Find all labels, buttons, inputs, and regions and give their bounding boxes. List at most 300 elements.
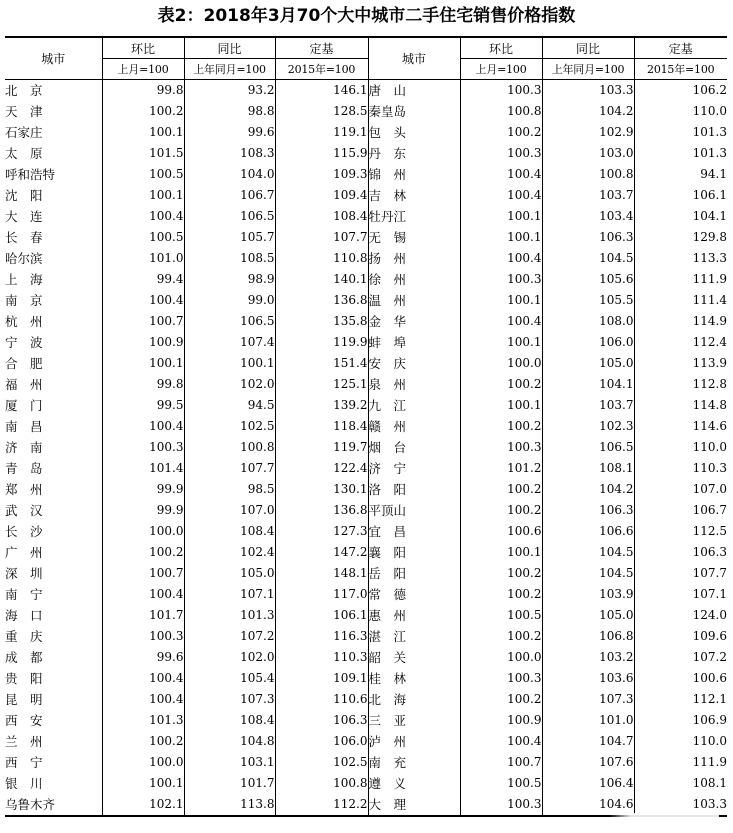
yoy-value-left: 105.0 xyxy=(184,563,275,584)
base-value-right: 107.0 xyxy=(634,479,727,500)
table-row xyxy=(5,437,727,458)
city-name-left: 成 都 xyxy=(5,650,43,665)
mom-value-left: 101.0 xyxy=(102,248,184,269)
table-row xyxy=(5,710,727,731)
table-row xyxy=(5,206,727,227)
header-city-right: 城市 xyxy=(368,37,460,80)
mom-value-right: 100.9 xyxy=(460,710,542,731)
mom-value-right: 100.2 xyxy=(460,500,542,521)
base-value-right: 114.9 xyxy=(634,311,727,332)
base-value-right: 107.7 xyxy=(634,563,727,584)
yoy-value-left: 106.5 xyxy=(184,206,275,227)
city-name-right: 扬 州 xyxy=(368,248,460,269)
base-value-left: 116.3 xyxy=(275,626,368,647)
yoy-value-left: 107.3 xyxy=(184,689,275,710)
base-value-left: 136.8 xyxy=(275,500,368,521)
yoy-value-left: 107.2 xyxy=(184,626,275,647)
yoy-value-right: 106.6 xyxy=(542,521,634,542)
base-value-right: 104.1 xyxy=(634,206,727,227)
yoy-value-right: 103.7 xyxy=(542,185,634,206)
mom-value-right: 100.1 xyxy=(460,542,542,563)
yoy-value-right: 104.5 xyxy=(542,248,634,269)
city-name-right: 洛 阳 xyxy=(368,479,460,500)
mom-value-right: 100.4 xyxy=(460,185,542,206)
city-name-right: 秦皇岛 xyxy=(368,101,460,122)
base-value-left: 151.4 xyxy=(275,353,368,374)
city-name-right: 韶 关 xyxy=(368,647,460,668)
mom-value-left: 100.5 xyxy=(102,164,184,185)
table-row xyxy=(5,164,727,185)
city-name-right: 丹 东 xyxy=(368,143,460,164)
table-row xyxy=(5,668,727,689)
mom-value-left: 99.9 xyxy=(102,479,184,500)
city-name-right: 湛 江 xyxy=(368,626,460,647)
base-value-left: 140.1 xyxy=(275,269,368,290)
base-value-left: 100.8 xyxy=(275,773,368,794)
base-value-left: 110.6 xyxy=(275,689,368,710)
yoy-value-left: 107.0 xyxy=(184,500,275,521)
mom-value-left: 100.4 xyxy=(102,416,184,437)
base-value-left: 148.1 xyxy=(275,563,368,584)
mom-value-right: 100.1 xyxy=(460,332,542,353)
base-value-right: 111.9 xyxy=(634,269,727,290)
yoy-value-right: 103.4 xyxy=(542,206,634,227)
yoy-value-left: 103.1 xyxy=(184,752,275,773)
city-name-right: 三 亚 xyxy=(368,710,460,731)
city-name-left: 沈 阳 xyxy=(5,188,43,203)
city-name-right: 牡丹江 xyxy=(368,206,460,227)
yoy-value-left: 100.8 xyxy=(184,437,275,458)
mom-value-left: 99.9 xyxy=(102,500,184,521)
city-name-right: 徐 州 xyxy=(368,269,460,290)
yoy-value-right: 100.8 xyxy=(542,164,634,185)
table-row xyxy=(5,500,727,521)
header-base-right: 定基 xyxy=(634,37,727,59)
yoy-value-left: 113.8 xyxy=(184,794,275,816)
table-row xyxy=(5,605,727,626)
header-yoy-right: 同比 xyxy=(542,37,634,59)
yoy-value-left: 107.4 xyxy=(184,332,275,353)
base-value-right: 114.6 xyxy=(634,416,727,437)
mom-value-right: 100.4 xyxy=(460,248,542,269)
city-name-right: 包 头 xyxy=(368,122,460,143)
yoy-value-left: 106.7 xyxy=(184,185,275,206)
table-row xyxy=(5,80,727,102)
yoy-value-left: 108.5 xyxy=(184,248,275,269)
base-value-right: 110.0 xyxy=(634,437,727,458)
table-row xyxy=(5,227,727,248)
mom-value-left: 101.5 xyxy=(102,143,184,164)
base-value-right: 109.6 xyxy=(634,626,727,647)
base-value-right: 111.9 xyxy=(634,752,727,773)
mom-value-right: 100.2 xyxy=(460,626,542,647)
mom-value-right: 100.1 xyxy=(460,395,542,416)
yoy-value-left: 102.0 xyxy=(184,374,275,395)
mom-value-right: 100.2 xyxy=(460,689,542,710)
base-value-right: 113.3 xyxy=(634,248,727,269)
base-value-left: 109.3 xyxy=(275,164,368,185)
base-value-left: 109.1 xyxy=(275,668,368,689)
city-name-right: 赣 州 xyxy=(368,416,460,437)
yoy-value-left: 107.1 xyxy=(184,584,275,605)
table-title: 表2：2018年3月70个大中城市二手住宅销售价格指数 xyxy=(157,6,576,26)
base-value-left: 110.3 xyxy=(275,647,368,668)
table-row xyxy=(5,416,727,437)
base-value-right: 108.1 xyxy=(634,773,727,794)
base-value-left: 125.1 xyxy=(275,374,368,395)
yoy-value-left: 94.5 xyxy=(184,395,275,416)
yoy-value-left: 102.5 xyxy=(184,416,275,437)
table-row xyxy=(5,185,727,206)
city-name-left: 呼和浩特 xyxy=(5,167,56,182)
city-name-right: 无 锡 xyxy=(368,227,460,248)
yoy-value-right: 104.2 xyxy=(542,479,634,500)
yoy-value-left: 93.2 xyxy=(184,80,275,102)
city-name-left: 海 口 xyxy=(5,608,43,623)
city-name-left: 长 春 xyxy=(5,230,43,245)
mom-value-right: 100.2 xyxy=(460,122,542,143)
base-value-left: 136.8 xyxy=(275,290,368,311)
watermark-fade xyxy=(609,813,719,829)
yoy-value-right: 104.5 xyxy=(542,542,634,563)
base-value-left: 135.8 xyxy=(275,311,368,332)
yoy-value-left: 108.4 xyxy=(184,521,275,542)
mom-value-left: 100.7 xyxy=(102,311,184,332)
yoy-value-right: 105.6 xyxy=(542,269,634,290)
yoy-value-right: 103.3 xyxy=(542,80,634,102)
header-mom-right: 环比 xyxy=(460,37,542,59)
yoy-value-right: 101.0 xyxy=(542,710,634,731)
base-value-left: 110.8 xyxy=(275,248,368,269)
base-value-right: 101.3 xyxy=(634,122,727,143)
mom-value-left: 100.9 xyxy=(102,332,184,353)
yoy-value-right: 106.0 xyxy=(542,332,634,353)
mom-value-left: 100.2 xyxy=(102,542,184,563)
yoy-value-right: 107.3 xyxy=(542,689,634,710)
base-value-left: 146.1 xyxy=(275,80,368,102)
city-name-left: 哈尔滨 xyxy=(5,251,43,266)
city-name-left: 厦 门 xyxy=(5,398,43,413)
yoy-value-right: 105.5 xyxy=(542,290,634,311)
base-value-left: 130.1 xyxy=(275,479,368,500)
city-name-left: 天 津 xyxy=(5,104,43,119)
base-value-left: 117.0 xyxy=(275,584,368,605)
base-value-right: 107.2 xyxy=(634,647,727,668)
yoy-value-right: 106.3 xyxy=(542,500,634,521)
yoy-value-left: 105.4 xyxy=(184,668,275,689)
mom-value-left: 102.1 xyxy=(102,794,184,816)
city-name-left: 武 汉 xyxy=(5,503,43,518)
mom-value-right: 100.3 xyxy=(460,668,542,689)
city-name-left: 青 岛 xyxy=(5,461,43,476)
subheader-mom-left: 上月=100 xyxy=(102,59,184,80)
table-row xyxy=(5,269,727,290)
base-value-left: 127.3 xyxy=(275,521,368,542)
yoy-value-right: 103.0 xyxy=(542,143,634,164)
mom-value-left: 100.5 xyxy=(102,227,184,248)
mom-value-right: 100.1 xyxy=(460,206,542,227)
city-name-left: 昆 明 xyxy=(5,692,43,707)
table-row xyxy=(5,395,727,416)
yoy-value-right: 108.0 xyxy=(542,311,634,332)
mom-value-left: 100.4 xyxy=(102,668,184,689)
mom-value-left: 100.2 xyxy=(102,101,184,122)
city-name-left: 郑 州 xyxy=(5,482,43,497)
base-value-right: 106.9 xyxy=(634,710,727,731)
yoy-value-right: 106.4 xyxy=(542,773,634,794)
yoy-value-left: 101.3 xyxy=(184,605,275,626)
mom-value-right: 100.2 xyxy=(460,374,542,395)
yoy-value-right: 102.3 xyxy=(542,416,634,437)
subheader-mom-right: 上月=100 xyxy=(460,59,542,80)
yoy-value-left: 99.0 xyxy=(184,290,275,311)
base-value-right: 100.6 xyxy=(634,668,727,689)
yoy-value-right: 108.1 xyxy=(542,458,634,479)
city-name-left: 石家庄 xyxy=(5,125,43,140)
mom-value-left: 100.3 xyxy=(102,626,184,647)
yoy-value-left: 104.0 xyxy=(184,164,275,185)
base-value-right: 110.0 xyxy=(634,101,727,122)
header-yoy-left: 同比 xyxy=(184,37,275,59)
base-value-right: 113.9 xyxy=(634,353,727,374)
mom-value-left: 100.3 xyxy=(102,437,184,458)
mom-value-right: 100.2 xyxy=(460,584,542,605)
mom-value-right: 100.2 xyxy=(460,416,542,437)
base-value-right: 106.2 xyxy=(634,80,727,102)
city-name-left: 宁 波 xyxy=(5,335,43,350)
city-name-right: 桂 林 xyxy=(368,668,460,689)
city-name-right: 济 宁 xyxy=(368,458,460,479)
city-name-right: 惠 州 xyxy=(368,605,460,626)
yoy-value-left: 98.8 xyxy=(184,101,275,122)
yoy-value-right: 104.6 xyxy=(542,794,634,816)
base-value-right: 106.3 xyxy=(634,542,727,563)
base-value-right: 112.1 xyxy=(634,689,727,710)
base-value-right: 129.8 xyxy=(634,227,727,248)
base-value-right: 112.8 xyxy=(634,374,727,395)
city-name-left: 贵 阳 xyxy=(5,671,43,686)
table-row xyxy=(5,563,727,584)
city-name-right: 安 庆 xyxy=(368,353,460,374)
subheader-yoy-right: 上年同月=100 xyxy=(542,59,634,80)
mom-value-left: 101.4 xyxy=(102,458,184,479)
table-body xyxy=(5,80,727,817)
table-row xyxy=(5,542,727,563)
city-name-right: 岳 阳 xyxy=(368,563,460,584)
mom-value-right: 100.6 xyxy=(460,521,542,542)
mom-value-left: 101.3 xyxy=(102,710,184,731)
table-row xyxy=(5,248,727,269)
base-value-right: 112.4 xyxy=(634,332,727,353)
table-row xyxy=(5,101,727,122)
city-name-right: 金 华 xyxy=(368,311,460,332)
base-value-left: 115.9 xyxy=(275,143,368,164)
mom-value-left: 100.4 xyxy=(102,206,184,227)
yoy-value-right: 105.0 xyxy=(542,605,634,626)
table-row xyxy=(5,626,727,647)
mom-value-left: 100.7 xyxy=(102,563,184,584)
city-name-right: 九 江 xyxy=(368,395,460,416)
base-value-left: 106.1 xyxy=(275,605,368,626)
yoy-value-left: 106.5 xyxy=(184,311,275,332)
subheader-base-left: 2015年=100 xyxy=(275,59,368,80)
mom-value-right: 100.5 xyxy=(460,605,542,626)
yoy-value-left: 99.6 xyxy=(184,122,275,143)
table-row xyxy=(5,689,727,710)
city-name-right: 襄 阳 xyxy=(368,542,460,563)
city-name-right: 锦 州 xyxy=(368,164,460,185)
yoy-value-right: 106.5 xyxy=(542,437,634,458)
mom-value-right: 100.1 xyxy=(460,290,542,311)
mom-value-right: 100.3 xyxy=(460,80,542,102)
mom-value-left: 99.4 xyxy=(102,269,184,290)
price-index-table xyxy=(5,36,727,817)
mom-value-right: 100.4 xyxy=(460,164,542,185)
yoy-value-left: 108.3 xyxy=(184,143,275,164)
mom-value-left: 100.4 xyxy=(102,290,184,311)
yoy-value-left: 107.7 xyxy=(184,458,275,479)
mom-value-left: 99.5 xyxy=(102,395,184,416)
table-row xyxy=(5,647,727,668)
base-value-right: 114.8 xyxy=(634,395,727,416)
city-name-right: 蚌 埠 xyxy=(368,332,460,353)
mom-value-right: 100.2 xyxy=(460,563,542,584)
yoy-value-right: 106.3 xyxy=(542,227,634,248)
table-row xyxy=(5,143,727,164)
city-name-left: 济 南 xyxy=(5,440,43,455)
base-value-right: 112.5 xyxy=(634,521,727,542)
city-name-left: 北 京 xyxy=(5,83,43,98)
base-value-left: 119.1 xyxy=(275,122,368,143)
table-row xyxy=(5,752,727,773)
mom-value-left: 100.0 xyxy=(102,521,184,542)
city-name-left: 杭 州 xyxy=(5,314,43,329)
city-name-left: 乌鲁木齐 xyxy=(5,794,102,816)
city-name-right: 泉 州 xyxy=(368,374,460,395)
city-name-left: 上 海 xyxy=(5,272,43,287)
city-name-left: 太 原 xyxy=(5,146,43,161)
yoy-value-right: 103.6 xyxy=(542,668,634,689)
base-value-left: 108.4 xyxy=(275,206,368,227)
table-row xyxy=(5,458,727,479)
yoy-value-left: 102.4 xyxy=(184,542,275,563)
table-row xyxy=(5,479,727,500)
table-row xyxy=(5,584,727,605)
header-mom-left: 环比 xyxy=(102,37,184,59)
city-name-right: 遵 义 xyxy=(368,773,460,794)
city-name-right: 平顶山 xyxy=(368,500,460,521)
base-value-right: 106.1 xyxy=(634,185,727,206)
city-name-left: 合 肥 xyxy=(5,356,43,371)
mom-value-right: 101.2 xyxy=(460,458,542,479)
base-value-left: 122.4 xyxy=(275,458,368,479)
mom-value-right: 100.5 xyxy=(460,773,542,794)
city-name-left: 南 宁 xyxy=(5,587,43,602)
city-name-right: 南 充 xyxy=(368,752,460,773)
base-value-left: 107.7 xyxy=(275,227,368,248)
table-row xyxy=(5,521,727,542)
mom-value-right: 100.3 xyxy=(460,437,542,458)
mom-value-right: 100.3 xyxy=(460,143,542,164)
mom-value-left: 100.4 xyxy=(102,689,184,710)
city-name-left: 西 宁 xyxy=(5,755,43,770)
city-name-left: 兰 州 xyxy=(5,734,43,749)
city-name-left: 福 州 xyxy=(5,377,43,392)
city-name-left: 西 安 xyxy=(5,713,43,728)
subheader-yoy-left: 上年同月=100 xyxy=(184,59,275,80)
yoy-value-right: 106.8 xyxy=(542,626,634,647)
yoy-value-right: 102.9 xyxy=(542,122,634,143)
city-name-right: 大 理 xyxy=(368,794,460,816)
mom-value-right: 100.1 xyxy=(460,227,542,248)
base-value-left: 118.4 xyxy=(275,416,368,437)
city-name-right: 常 德 xyxy=(368,584,460,605)
mom-value-right: 100.8 xyxy=(460,101,542,122)
header-base-left: 定基 xyxy=(275,37,368,59)
yoy-value-left: 104.8 xyxy=(184,731,275,752)
city-name-right: 温 州 xyxy=(368,290,460,311)
city-name-right: 烟 台 xyxy=(368,437,460,458)
base-value-left: 102.5 xyxy=(275,752,368,773)
table-row xyxy=(5,290,727,311)
table-row xyxy=(5,332,727,353)
city-name-left: 南 昌 xyxy=(5,419,43,434)
mom-value-right: 100.2 xyxy=(460,479,542,500)
yoy-value-left: 102.0 xyxy=(184,647,275,668)
mom-value-left: 99.6 xyxy=(102,647,184,668)
yoy-value-right: 103.2 xyxy=(542,647,634,668)
base-value-left: 112.2 xyxy=(275,794,368,816)
base-value-right: 106.7 xyxy=(634,500,727,521)
city-name-right: 宜 昌 xyxy=(368,521,460,542)
table-row xyxy=(5,731,727,752)
yoy-value-left: 108.4 xyxy=(184,710,275,731)
mom-value-right: 100.0 xyxy=(460,353,542,374)
base-value-right: 124.0 xyxy=(634,605,727,626)
mom-value-right: 100.3 xyxy=(460,269,542,290)
header-city-left: 城市 xyxy=(5,37,102,80)
mom-value-right: 100.7 xyxy=(460,752,542,773)
base-value-left: 119.7 xyxy=(275,437,368,458)
city-name-left: 大 连 xyxy=(5,209,43,224)
table-row xyxy=(5,311,727,332)
mom-value-left: 99.8 xyxy=(102,374,184,395)
base-value-right: 111.4 xyxy=(634,290,727,311)
base-value-left: 109.4 xyxy=(275,185,368,206)
mom-value-right: 100.0 xyxy=(460,647,542,668)
base-value-left: 139.2 xyxy=(275,395,368,416)
base-value-right: 94.1 xyxy=(634,164,727,185)
yoy-value-right: 104.2 xyxy=(542,101,634,122)
table-row xyxy=(5,374,727,395)
mom-value-left: 99.8 xyxy=(102,80,184,102)
mom-value-left: 101.7 xyxy=(102,605,184,626)
city-name-left: 重 庆 xyxy=(5,629,43,644)
base-value-left: 106.3 xyxy=(275,710,368,731)
city-name-left: 深 圳 xyxy=(5,566,43,581)
city-name-left: 银 川 xyxy=(5,776,43,791)
city-name-left: 南 京 xyxy=(5,293,43,308)
yoy-value-left: 101.7 xyxy=(184,773,275,794)
mom-value-left: 100.1 xyxy=(102,773,184,794)
yoy-value-left: 98.5 xyxy=(184,479,275,500)
yoy-value-right: 103.7 xyxy=(542,395,634,416)
base-value-right: 103.3 xyxy=(634,794,727,816)
mom-value-right: 100.4 xyxy=(460,731,542,752)
base-value-right: 101.3 xyxy=(634,143,727,164)
city-name-right: 唐 山 xyxy=(368,80,460,102)
subheader-base-right: 2015年=100 xyxy=(634,59,727,80)
